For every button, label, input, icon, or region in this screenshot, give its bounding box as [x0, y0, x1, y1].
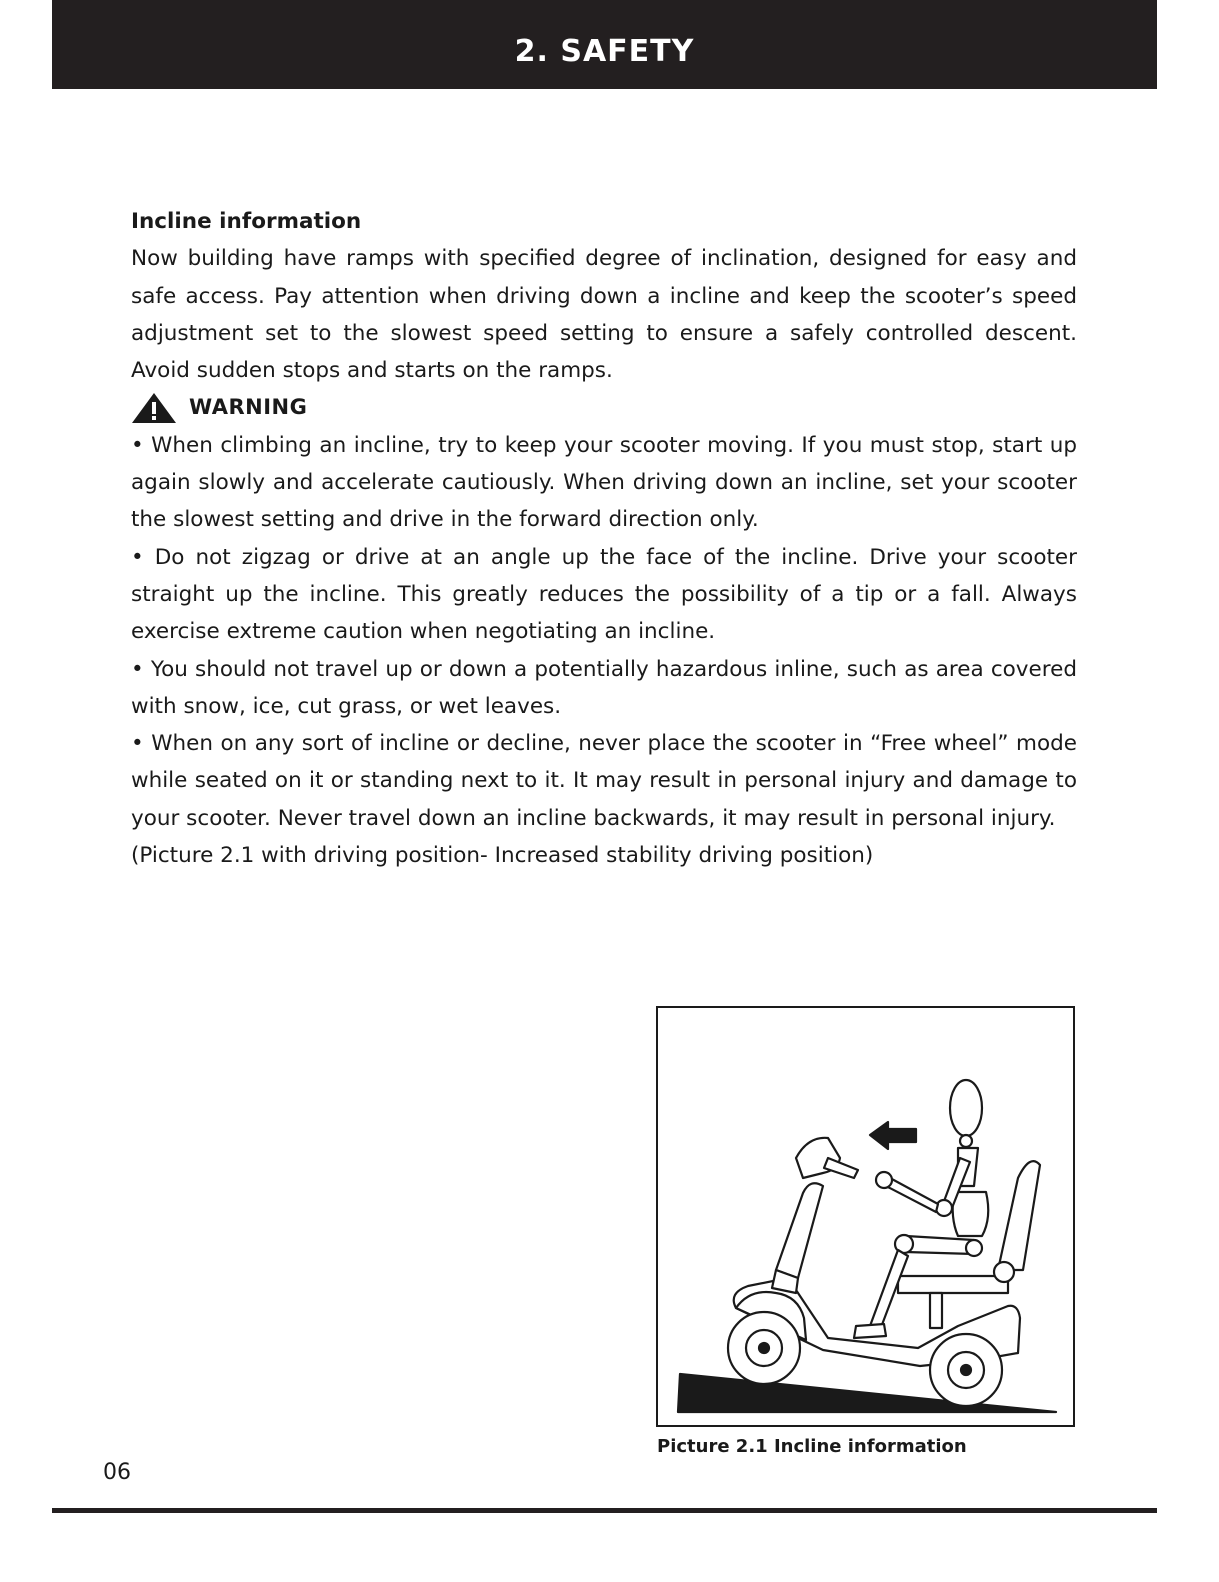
- direction-arrow-icon: [870, 1122, 916, 1149]
- page-number: 06: [103, 1460, 131, 1485]
- scooter-incline-illustration: [658, 1008, 1073, 1425]
- warning-triangle-icon: [131, 392, 177, 424]
- warning-item: • Do not zigzag or drive at an angle up the face of the incline. Drive your scooter straight up the incline. This greatly reduces the possibility of a tip or a fall. Always exercise extreme caution when negotiating an incline.: [131, 544, 1077, 645]
- section-title: Incline information: [131, 209, 362, 234]
- main-content: [131, 203, 1077, 874]
- warning-item: • When on any sort of incline or decline, never place the scooter in “Free wheel” mode while seated on it or standing next to it. It may result in personal injury and damage to your scooter. Never travel down an incline backwards, it may result in personal injury.: [131, 731, 1077, 831]
- header-bar: [52, 0, 1157, 89]
- warning-label: WARNING: [189, 395, 308, 420]
- figure-caption: Picture 2.1 Incline information: [657, 1436, 967, 1457]
- warning-heading: [131, 389, 1077, 426]
- warning-item: • When climbing an incline, try to keep your scooter moving. If you must stop, start up again slowly and accelerate cautiously. When driving down an incline, set your scooter the slowest setting and drive in the forward direction only.: [131, 432, 1077, 533]
- figure-incline: [656, 1006, 1075, 1427]
- footer-rule: [52, 1508, 1157, 1513]
- intro-paragraph: Now building have ramps with specified degree of inclination, designed for easy and safe access. Pay attention when driving down a incline and keep the scooter’s speed adjustment set to the slowest speed setting to ensure a safely controlled descent. Avoid sudden stops and starts on the ramps.: [131, 246, 1077, 384]
- warning-item: • You should not travel up or down a potentially hazardous inline, such as area covered with snow, ice, cut grass, or wet leaves.: [131, 656, 1077, 719]
- picture-note: (Picture 2.1 with driving position- Increased stability driving position): [131, 843, 874, 869]
- page-title: 2. SAFETY: [514, 34, 695, 69]
